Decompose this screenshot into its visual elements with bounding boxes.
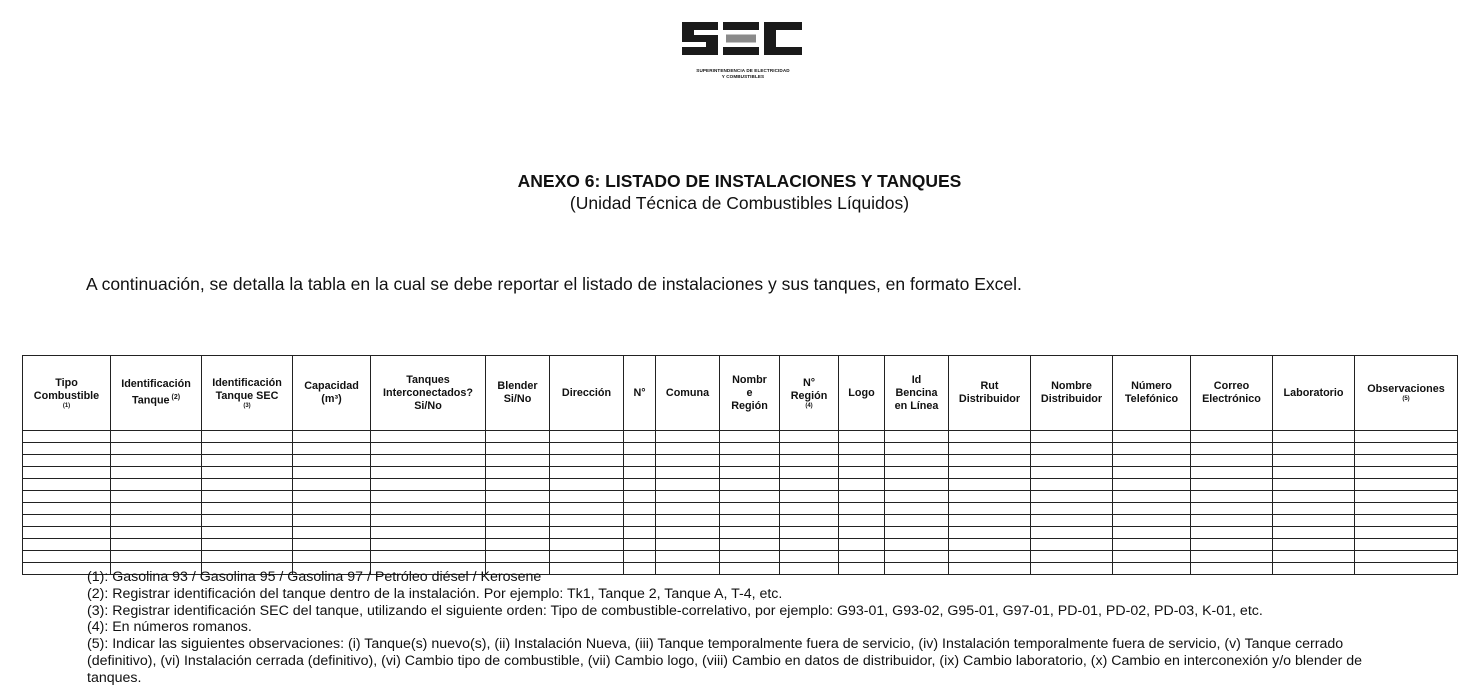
footnote: (5): Indicar las siguientes observaciones: (i) Tanque(s) nuevo(s), (ii) Instalación Nueva, (iii) Tanque temporalmente fuera de servicio, (iv) Instalación temporalmente fuera de servicio, (v) Tanque cerrado (definitivo), (vi) Instalación cerrada (definitivo), (vi) Cambio tipo de combustible, (vii) Cambio logo, (viii) Cambio en datos de distribuidor, (ix) Cambio laboratorio, (x) Cambio en interconexión y/o blender de tanques. bbox=[87, 636, 1363, 686]
column-header-line: Nombr bbox=[732, 373, 767, 386]
table-cell[interactable] bbox=[624, 551, 656, 563]
column-header-line: Telefónico bbox=[1124, 393, 1179, 405]
column-header-line: (m³) bbox=[321, 393, 342, 405]
table-cell[interactable] bbox=[1191, 467, 1273, 479]
table-cell[interactable] bbox=[202, 527, 293, 539]
table-cell[interactable] bbox=[1191, 503, 1273, 515]
table-cell[interactable] bbox=[550, 467, 624, 479]
table-cell[interactable] bbox=[780, 551, 839, 563]
table-cell[interactable] bbox=[720, 551, 780, 563]
table-cell[interactable] bbox=[111, 491, 202, 503]
table-cell[interactable] bbox=[1031, 443, 1113, 455]
table-cell[interactable] bbox=[656, 539, 720, 551]
table-cell[interactable] bbox=[486, 551, 550, 563]
table-cell[interactable] bbox=[1273, 479, 1355, 491]
table-cell[interactable] bbox=[1031, 539, 1113, 551]
table-cell[interactable] bbox=[1113, 491, 1191, 503]
footnotes bbox=[87, 569, 1397, 687]
table-cell[interactable] bbox=[486, 539, 550, 551]
column-header-line: Id bbox=[911, 373, 922, 386]
table-cell[interactable] bbox=[1031, 455, 1113, 467]
table-cell[interactable] bbox=[720, 479, 780, 491]
footnote-marker: (3) bbox=[243, 402, 251, 409]
table-cell[interactable] bbox=[111, 515, 202, 527]
table-cell[interactable] bbox=[371, 467, 486, 479]
table-cell[interactable] bbox=[624, 491, 656, 503]
column-header-line: Si/No bbox=[414, 399, 442, 412]
table-cell[interactable] bbox=[486, 503, 550, 515]
table-cell[interactable] bbox=[550, 479, 624, 491]
table-cell[interactable] bbox=[1355, 467, 1458, 479]
table-cell[interactable] bbox=[839, 467, 885, 479]
column-header-line: e bbox=[746, 386, 753, 399]
table-cell[interactable] bbox=[780, 431, 839, 443]
column-header bbox=[1355, 356, 1458, 431]
table-cell[interactable] bbox=[1355, 491, 1458, 503]
table-cell[interactable] bbox=[550, 491, 624, 503]
table-cell[interactable] bbox=[1031, 479, 1113, 491]
table-row bbox=[23, 443, 1458, 455]
table-cell[interactable] bbox=[293, 515, 371, 527]
table-cell[interactable] bbox=[885, 503, 949, 515]
document-title: ANEXO 6: LISTADO DE INSTALACIONES Y TANQUES bbox=[517, 171, 962, 191]
table-cell[interactable] bbox=[949, 491, 1031, 503]
column-header bbox=[656, 356, 720, 431]
table-cell[interactable] bbox=[23, 455, 111, 467]
table-cell[interactable] bbox=[656, 467, 720, 479]
table-cell[interactable] bbox=[949, 455, 1031, 467]
table-cell[interactable] bbox=[839, 515, 885, 527]
table-cell[interactable] bbox=[839, 527, 885, 539]
column-header-line: Si/No bbox=[503, 393, 532, 405]
table-cell[interactable] bbox=[720, 515, 780, 527]
table-cell[interactable] bbox=[1273, 539, 1355, 551]
table-cell[interactable] bbox=[111, 455, 202, 467]
table-cell[interactable] bbox=[371, 539, 486, 551]
table-cell[interactable] bbox=[1113, 527, 1191, 539]
column-header bbox=[202, 356, 293, 431]
table-cell[interactable] bbox=[371, 515, 486, 527]
table-cell[interactable] bbox=[1031, 491, 1113, 503]
table-cell[interactable] bbox=[1113, 467, 1191, 479]
table-cell[interactable] bbox=[1273, 503, 1355, 515]
table-row bbox=[23, 515, 1458, 527]
table-cell[interactable] bbox=[1273, 515, 1355, 527]
column-header-line: Distribuidor bbox=[1040, 393, 1103, 405]
table-cell[interactable] bbox=[371, 443, 486, 455]
table-cell[interactable] bbox=[1355, 527, 1458, 539]
table-cell[interactable] bbox=[949, 527, 1031, 539]
table-cell[interactable] bbox=[1113, 455, 1191, 467]
table-cell[interactable] bbox=[202, 455, 293, 467]
table-cell[interactable] bbox=[550, 503, 624, 515]
table-cell[interactable] bbox=[202, 515, 293, 527]
table-cell[interactable] bbox=[202, 443, 293, 455]
column-header-line: Tanque $^{(2)}$ bbox=[131, 394, 181, 407]
column-header bbox=[486, 356, 550, 431]
table-cell[interactable] bbox=[885, 539, 949, 551]
column-header-line: Observaciones bbox=[1367, 383, 1445, 395]
table-cell[interactable] bbox=[720, 431, 780, 443]
table-cell[interactable] bbox=[780, 515, 839, 527]
table-cell[interactable] bbox=[1355, 551, 1458, 563]
table-cell[interactable] bbox=[1113, 479, 1191, 491]
table-cell[interactable] bbox=[885, 443, 949, 455]
column-header-line: Electrónico bbox=[1202, 393, 1261, 405]
table-cell[interactable] bbox=[1031, 527, 1113, 539]
table-cell[interactable] bbox=[1191, 491, 1273, 503]
table-cell[interactable] bbox=[720, 539, 780, 551]
table-cell[interactable] bbox=[949, 503, 1031, 515]
table-cell[interactable] bbox=[371, 479, 486, 491]
footnote-marker: (4) bbox=[805, 402, 813, 409]
table-cell[interactable] bbox=[111, 551, 202, 563]
column-header-line: Rut bbox=[980, 380, 999, 392]
table-cell[interactable] bbox=[550, 443, 624, 455]
table-row bbox=[23, 551, 1458, 563]
table-cell[interactable] bbox=[23, 515, 111, 527]
table-cell[interactable] bbox=[780, 467, 839, 479]
table-cell[interactable] bbox=[656, 431, 720, 443]
column-header bbox=[550, 356, 624, 431]
table-cell[interactable] bbox=[624, 503, 656, 515]
table-cell[interactable] bbox=[293, 431, 371, 443]
column-header bbox=[111, 356, 202, 431]
table-cell[interactable] bbox=[885, 467, 949, 479]
table-cell[interactable] bbox=[23, 431, 111, 443]
table-cell[interactable] bbox=[111, 527, 202, 539]
table-cell[interactable] bbox=[949, 539, 1031, 551]
column-header bbox=[1031, 356, 1113, 431]
table-cell[interactable] bbox=[949, 515, 1031, 527]
table-cell[interactable] bbox=[486, 479, 550, 491]
column-header-line: Interconectados? bbox=[383, 386, 473, 399]
column-header bbox=[1191, 356, 1273, 431]
footnote: (3): Registrar identificación SEC del tanque, utilizando el siguiente orden: Tipo de combustible-correlativo, por ejemplo: G93-01, G93-02, G95-01, G97-01, PD-01, PD-02, PD-03, K-01, etc. bbox=[87, 602, 1263, 619]
column-header bbox=[293, 356, 371, 431]
table-cell[interactable] bbox=[1273, 551, 1355, 563]
table-cell[interactable] bbox=[1273, 455, 1355, 467]
table-cell[interactable] bbox=[949, 551, 1031, 563]
table-cell[interactable] bbox=[550, 527, 624, 539]
table-cell[interactable] bbox=[780, 527, 839, 539]
table-cell[interactable] bbox=[656, 455, 720, 467]
table-cell[interactable] bbox=[1113, 503, 1191, 515]
column-header-line: Blender bbox=[497, 380, 538, 392]
table-cell[interactable] bbox=[1191, 551, 1273, 563]
table-cell[interactable] bbox=[23, 551, 111, 563]
table-cell[interactable] bbox=[624, 431, 656, 443]
table-cell[interactable] bbox=[1355, 479, 1458, 491]
table-cell[interactable] bbox=[1355, 443, 1458, 455]
document-subtitle: (Unidad Técnica de Combustibles Líquidos) bbox=[569, 193, 910, 213]
table-cell[interactable] bbox=[720, 527, 780, 539]
table-cell[interactable] bbox=[111, 443, 202, 455]
table-cell[interactable] bbox=[1031, 467, 1113, 479]
table-cell[interactable] bbox=[1031, 551, 1113, 563]
table-cell[interactable] bbox=[780, 539, 839, 551]
column-header-line: Bencina bbox=[895, 386, 938, 399]
table-cell[interactable] bbox=[1355, 431, 1458, 443]
table-header-row bbox=[23, 356, 1458, 431]
table-cell[interactable] bbox=[1191, 455, 1273, 467]
column-header-line: Tanques bbox=[406, 373, 450, 386]
table-cell[interactable] bbox=[656, 443, 720, 455]
table-cell[interactable] bbox=[293, 551, 371, 563]
table-cell[interactable] bbox=[111, 431, 202, 443]
table-cell[interactable] bbox=[1273, 491, 1355, 503]
table-cell[interactable] bbox=[885, 431, 949, 443]
logo-caption-line1: SUPERINTENDENCIA DE ELECTRICIDAD bbox=[696, 68, 790, 73]
table-cell[interactable] bbox=[293, 443, 371, 455]
table-cell[interactable] bbox=[780, 443, 839, 455]
table-cell[interactable] bbox=[23, 539, 111, 551]
column-header bbox=[780, 356, 839, 431]
table-cell[interactable] bbox=[885, 527, 949, 539]
table-cell[interactable] bbox=[293, 491, 371, 503]
table-cell[interactable] bbox=[1191, 443, 1273, 455]
table-cell[interactable] bbox=[371, 503, 486, 515]
table-cell[interactable] bbox=[1031, 515, 1113, 527]
footnote: (1): Gasolina 93 / Gasolina 95 / Gasolina 97 / Petróleo diésel / Kerosene bbox=[87, 569, 542, 585]
table-cell[interactable] bbox=[486, 431, 550, 443]
table-cell[interactable] bbox=[23, 467, 111, 479]
table-cell[interactable] bbox=[111, 539, 202, 551]
table-cell[interactable] bbox=[839, 539, 885, 551]
table-cell[interactable] bbox=[1031, 431, 1113, 443]
table-cell[interactable] bbox=[293, 503, 371, 515]
table-row bbox=[23, 503, 1458, 515]
table-cell[interactable] bbox=[23, 443, 111, 455]
table-cell[interactable] bbox=[949, 431, 1031, 443]
table-cell[interactable] bbox=[624, 539, 656, 551]
table-cell[interactable] bbox=[293, 527, 371, 539]
table-cell[interactable] bbox=[885, 455, 949, 467]
table-cell[interactable] bbox=[111, 503, 202, 515]
table-cell[interactable] bbox=[293, 467, 371, 479]
table-cell[interactable] bbox=[720, 455, 780, 467]
column-header bbox=[1273, 356, 1355, 431]
footnote-marker: (1) bbox=[62, 402, 71, 409]
column-header-line: Tipo bbox=[55, 376, 78, 389]
table-cell[interactable] bbox=[1355, 515, 1458, 527]
table-cell[interactable] bbox=[202, 479, 293, 491]
table-cell[interactable] bbox=[202, 503, 293, 515]
column-header bbox=[949, 356, 1031, 431]
column-header-line: Región bbox=[731, 399, 768, 412]
sec-logo bbox=[680, 18, 806, 84]
table-row bbox=[23, 431, 1458, 443]
table-cell[interactable] bbox=[885, 515, 949, 527]
column-header-line: Correo bbox=[1213, 380, 1250, 392]
table-cell[interactable] bbox=[839, 443, 885, 455]
logo-caption-line2: Y COMBUSTIBLES bbox=[721, 74, 765, 79]
table-cell[interactable] bbox=[839, 431, 885, 443]
column-header-line: Número bbox=[1131, 380, 1172, 392]
table-cell[interactable] bbox=[780, 455, 839, 467]
table-row bbox=[23, 491, 1458, 503]
column-header-line: Laboratorio bbox=[1283, 386, 1344, 399]
table-cell[interactable] bbox=[720, 491, 780, 503]
column-header bbox=[839, 356, 885, 431]
table-cell[interactable] bbox=[839, 491, 885, 503]
table-cell[interactable] bbox=[624, 467, 656, 479]
table-row bbox=[23, 527, 1458, 539]
table-cell[interactable] bbox=[1273, 431, 1355, 443]
intro-paragraph: A continuación, se detalla la tabla en la cual se debe reportar el listado de instalaciones y sus tanques, en formato Excel. bbox=[86, 274, 1022, 294]
column-header bbox=[371, 356, 486, 431]
table-cell[interactable] bbox=[111, 467, 202, 479]
table-cell[interactable] bbox=[656, 503, 720, 515]
table-cell[interactable] bbox=[371, 491, 486, 503]
table-cell[interactable] bbox=[1031, 503, 1113, 515]
table-cell[interactable] bbox=[780, 479, 839, 491]
table-cell[interactable] bbox=[624, 479, 656, 491]
table-cell[interactable] bbox=[624, 527, 656, 539]
table-cell[interactable] bbox=[293, 455, 371, 467]
footnote: (2): Registrar identificación del tanque dentro de la instalación. Por ejemplo: Tk1, Tanque 2, Tanque A, T-4, etc. bbox=[87, 585, 783, 602]
table-cell[interactable] bbox=[550, 539, 624, 551]
table-cell[interactable] bbox=[111, 479, 202, 491]
table-cell[interactable] bbox=[1273, 467, 1355, 479]
table-cell[interactable] bbox=[23, 503, 111, 515]
table-cell[interactable] bbox=[1191, 515, 1273, 527]
table-cell[interactable] bbox=[293, 479, 371, 491]
footnote-marker: (5) bbox=[1402, 396, 1410, 402]
table-cell[interactable] bbox=[885, 491, 949, 503]
column-header bbox=[720, 356, 780, 431]
table-cell[interactable] bbox=[550, 551, 624, 563]
table-cell[interactable] bbox=[780, 491, 839, 503]
column-header-line: Distribuidor bbox=[958, 393, 1021, 405]
table-row bbox=[23, 479, 1458, 491]
table-cell[interactable] bbox=[293, 539, 371, 551]
table-body bbox=[23, 431, 1458, 575]
table-cell[interactable] bbox=[371, 551, 486, 563]
table-cell[interactable] bbox=[1191, 431, 1273, 443]
table-cell[interactable] bbox=[550, 431, 624, 443]
column-header-line: Identificación bbox=[212, 376, 282, 389]
table-cell[interactable] bbox=[949, 443, 1031, 455]
table-cell[interactable] bbox=[1191, 479, 1273, 491]
column-header-line: Identificación bbox=[121, 378, 191, 391]
column-header-line: N° bbox=[633, 386, 646, 399]
column-header-line: Logo bbox=[848, 386, 875, 399]
table-cell[interactable] bbox=[202, 467, 293, 479]
table-row bbox=[23, 467, 1458, 479]
table-cell[interactable] bbox=[202, 491, 293, 503]
table-cell[interactable] bbox=[1191, 539, 1273, 551]
table-cell[interactable] bbox=[202, 551, 293, 563]
column-header-line: Combustible bbox=[33, 389, 100, 402]
table-cell[interactable] bbox=[486, 455, 550, 467]
table-cell[interactable] bbox=[202, 431, 293, 443]
column-header bbox=[885, 356, 949, 431]
table-cell[interactable] bbox=[1191, 527, 1273, 539]
table-cell[interactable] bbox=[1113, 431, 1191, 443]
column-header bbox=[23, 356, 111, 431]
column-header-line: en Línea bbox=[894, 399, 939, 412]
column-header bbox=[624, 356, 656, 431]
table-cell[interactable] bbox=[23, 491, 111, 503]
table-cell[interactable] bbox=[1113, 515, 1191, 527]
table-cell[interactable] bbox=[202, 539, 293, 551]
column-header-line: Nombre bbox=[1051, 380, 1092, 392]
table-cell[interactable] bbox=[839, 551, 885, 563]
table-cell[interactable] bbox=[656, 491, 720, 503]
column-header-line: Región bbox=[790, 389, 828, 402]
footnote-marker: (2) bbox=[169, 394, 181, 402]
table-cell[interactable] bbox=[371, 527, 486, 539]
table-cell[interactable] bbox=[1355, 503, 1458, 515]
installations-table bbox=[22, 355, 1458, 575]
table-cell[interactable] bbox=[656, 515, 720, 527]
table-cell[interactable] bbox=[486, 491, 550, 503]
table-cell[interactable] bbox=[656, 479, 720, 491]
table-cell[interactable] bbox=[656, 551, 720, 563]
sec-logo-mark bbox=[680, 18, 806, 66]
table-cell[interactable] bbox=[720, 467, 780, 479]
column-header-line: N° bbox=[802, 376, 816, 389]
table-cell[interactable] bbox=[949, 479, 1031, 491]
table-cell[interactable] bbox=[624, 443, 656, 455]
column-header-line: Dirección bbox=[561, 386, 612, 399]
table-cell[interactable] bbox=[1273, 443, 1355, 455]
table-cell[interactable] bbox=[1113, 551, 1191, 563]
column-header-line: Capacidad bbox=[304, 380, 359, 392]
table-cell[interactable] bbox=[780, 503, 839, 515]
table-cell[interactable] bbox=[839, 479, 885, 491]
table-cell[interactable] bbox=[550, 455, 624, 467]
column-header-line: Comuna bbox=[665, 386, 710, 399]
table-cell[interactable] bbox=[486, 527, 550, 539]
table-cell[interactable] bbox=[839, 455, 885, 467]
table-cell[interactable] bbox=[656, 527, 720, 539]
table-cell[interactable] bbox=[371, 455, 486, 467]
table-cell[interactable] bbox=[720, 503, 780, 515]
table-cell[interactable] bbox=[23, 527, 111, 539]
column-header-line: Tanque SEC bbox=[215, 389, 279, 402]
table-cell[interactable] bbox=[371, 431, 486, 443]
table-cell[interactable] bbox=[1355, 455, 1458, 467]
table-cell[interactable] bbox=[839, 503, 885, 515]
table-cell[interactable] bbox=[624, 515, 656, 527]
table-cell[interactable] bbox=[624, 455, 656, 467]
table-cell[interactable] bbox=[1273, 527, 1355, 539]
table-row bbox=[23, 539, 1458, 551]
table-cell[interactable] bbox=[720, 443, 780, 455]
column-header bbox=[1113, 356, 1191, 431]
table-cell[interactable] bbox=[550, 515, 624, 527]
footnote: (4): En números romanos. bbox=[87, 619, 252, 636]
table-cell[interactable] bbox=[486, 443, 550, 455]
table-cell[interactable] bbox=[1355, 539, 1458, 551]
table-cell[interactable] bbox=[885, 479, 949, 491]
table-cell[interactable] bbox=[23, 479, 111, 491]
table-cell[interactable] bbox=[1113, 539, 1191, 551]
table-cell[interactable] bbox=[486, 515, 550, 527]
table-cell[interactable] bbox=[885, 551, 949, 563]
table-row bbox=[23, 455, 1458, 467]
table-cell[interactable] bbox=[486, 467, 550, 479]
table-cell[interactable] bbox=[949, 467, 1031, 479]
table-cell[interactable] bbox=[1113, 443, 1191, 455]
